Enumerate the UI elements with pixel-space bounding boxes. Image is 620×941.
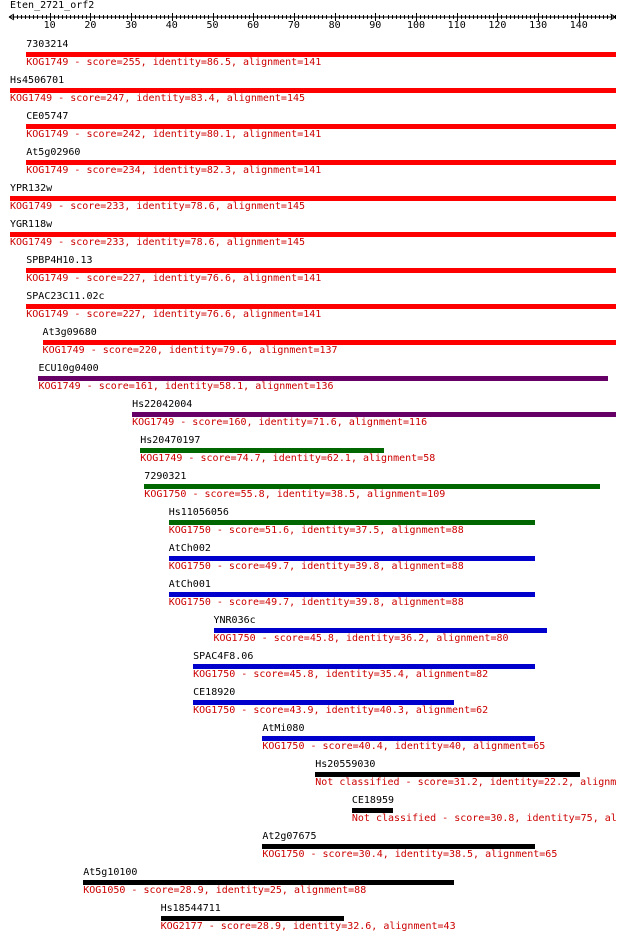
hit-description: KOG1750 - score=49.7, identity=39.8, alignment=88 bbox=[168, 561, 464, 572]
hit-description: KOG1749 - score=220, identity=79.6, alignment=137 bbox=[42, 345, 338, 356]
hit-name[interactable]: At3g09680 bbox=[42, 327, 97, 338]
hit-description: KOG1750 - score=49.7, identity=39.8, alignment=88 bbox=[168, 597, 464, 608]
hit-name[interactable]: AtCh001 bbox=[168, 579, 211, 590]
hit-description: KOG1749 - score=227, identity=76.6, alignment=141 bbox=[26, 309, 322, 320]
axis-tick-label: 90 bbox=[369, 20, 382, 31]
hit-description: KOG2177 - score=28.9, identity=32.6, alignment=43 bbox=[160, 921, 456, 932]
axis-tick-label: 40 bbox=[165, 20, 178, 31]
hit-description: Not classified - score=30.8, identity=75, al bbox=[351, 813, 617, 824]
hit-name[interactable]: At5g10100 bbox=[83, 867, 138, 878]
hit-description: KOG1749 - score=160, identity=71.6, alignment=116 bbox=[132, 417, 428, 428]
hit-description: KOG1750 - score=55.8, identity=38.5, alignment=109 bbox=[144, 489, 446, 500]
hit-name[interactable]: Hs18544711 bbox=[160, 903, 221, 914]
hit-name[interactable]: CE18959 bbox=[351, 795, 395, 806]
hit-name[interactable]: 7303214 bbox=[26, 39, 69, 50]
hit-description: KOG1750 - score=45.8, identity=35.4, alignment=82 bbox=[193, 669, 489, 680]
axis-tick-label: 120 bbox=[488, 20, 507, 31]
hit-name[interactable]: At2g07675 bbox=[262, 831, 317, 842]
hit-name[interactable]: AtMi080 bbox=[262, 723, 305, 734]
hit-name[interactable]: Hs4506701 bbox=[10, 75, 65, 86]
hit-name[interactable]: Hs22042004 bbox=[132, 399, 193, 410]
hit-name[interactable]: CE18920 bbox=[193, 687, 236, 698]
hit-name[interactable]: Hs20470197 bbox=[140, 435, 201, 446]
axis-tick-label: 10 bbox=[43, 20, 56, 31]
axis-tick-label: 60 bbox=[247, 20, 260, 31]
hit-name[interactable]: YPR132w bbox=[10, 183, 53, 194]
axis-tick-label: 110 bbox=[447, 20, 466, 31]
axis-tick-label: 50 bbox=[206, 20, 219, 31]
hit-name[interactable]: CE05747 bbox=[26, 111, 69, 122]
hit-description: KOG1750 - score=43.9, identity=40.3, alignment=62 bbox=[193, 705, 489, 716]
axis-tick-label: 140 bbox=[569, 20, 588, 31]
hit-description: Not classified - score=31.2, identity=22.2, alignm bbox=[315, 777, 617, 788]
hit-name[interactable]: YGR118w bbox=[10, 219, 53, 230]
hit-description: KOG1749 - score=255, identity=86.5, alignment=141 bbox=[26, 57, 322, 68]
hit-description: KOG1750 - score=45.8, identity=36.2, alignment=80 bbox=[213, 633, 509, 644]
hit-name[interactable]: Hs20559030 bbox=[315, 759, 376, 770]
hit-name[interactable]: ECU10g0400 bbox=[38, 363, 99, 374]
hit-description: KOG1750 - score=30.4, identity=38.5, alignment=65 bbox=[262, 849, 558, 860]
hit-description: KOG1749 - score=247, identity=83.4, alignment=145 bbox=[10, 93, 306, 104]
hit-name[interactable]: SPBP4H10.13 bbox=[26, 255, 93, 266]
hit-name[interactable]: 7290321 bbox=[144, 471, 187, 482]
hit-description: KOG1749 - score=233, identity=78.6, alignment=145 bbox=[10, 201, 306, 212]
query-title: Eten_2721_orf2 bbox=[10, 0, 95, 11]
hit-description: KOG1050 - score=28.9, identity=25, alignment=88 bbox=[83, 885, 367, 896]
hit-description: KOG1749 - score=233, identity=78.6, alignment=145 bbox=[10, 237, 306, 248]
axis-tick-label: 100 bbox=[406, 20, 426, 31]
hit-description: KOG1749 - score=234, identity=82.3, alignment=141 bbox=[26, 165, 322, 176]
hit-name[interactable]: YNR036c bbox=[213, 615, 256, 626]
hit-description: KOG1750 - score=40.4, identity=40, alignment=65 bbox=[262, 741, 546, 752]
hit-description: KOG1749 - score=242, identity=80.1, alignment=141 bbox=[26, 129, 322, 140]
hit-name[interactable]: At5g02960 bbox=[26, 147, 81, 158]
axis-tick-label: 30 bbox=[125, 20, 138, 31]
hit-name[interactable]: AtCh002 bbox=[168, 543, 211, 554]
hit-name[interactable]: SPAC4F8.06 bbox=[193, 651, 254, 662]
hit-description: KOG1749 - score=74.7, identity=62.1, alignment=58 bbox=[140, 453, 436, 464]
hit-name[interactable]: Hs11056056 bbox=[168, 507, 229, 518]
axis-tick-label: 70 bbox=[287, 20, 300, 31]
hit-description: KOG1749 - score=161, identity=58.1, alignment=136 bbox=[38, 381, 334, 392]
axis-tick-label: 130 bbox=[529, 20, 548, 31]
hit-description: KOG1750 - score=51.6, identity=37.5, alignment=88 bbox=[168, 525, 464, 536]
axis-tick-label: 20 bbox=[84, 20, 97, 31]
hit-description: KOG1749 - score=227, identity=76.6, alignment=141 bbox=[26, 273, 322, 284]
hit-name[interactable]: SPAC23C11.02c bbox=[26, 291, 105, 302]
axis-tick-label: 80 bbox=[328, 20, 341, 31]
